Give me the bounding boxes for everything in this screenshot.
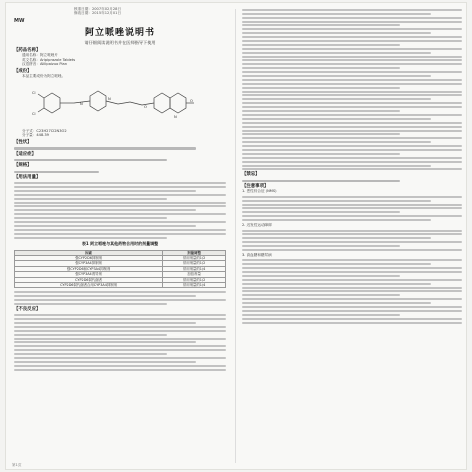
text-line xyxy=(242,36,462,38)
svg-text:Cl: Cl xyxy=(32,111,36,116)
section-cautions: 【注意事项】 xyxy=(242,184,269,190)
text-line xyxy=(14,213,226,215)
text-line xyxy=(242,118,431,120)
text-line xyxy=(242,63,462,65)
text-line xyxy=(242,44,400,46)
svg-text:N: N xyxy=(80,101,83,106)
text-line xyxy=(14,237,167,239)
text-line xyxy=(242,207,462,209)
section-name: 【药品名称】 xyxy=(14,48,41,53)
leaflet-title: 阿立哌唑说明书 xyxy=(84,28,155,38)
text-line xyxy=(14,326,226,328)
leaflet-subtitle: 请仔细阅读说明书并在医师指导下使用 xyxy=(84,40,156,45)
text-line xyxy=(14,345,226,347)
dose-table xyxy=(14,250,226,289)
text-line xyxy=(14,147,196,149)
text-line xyxy=(242,13,431,15)
text-line xyxy=(242,271,462,273)
text-line xyxy=(14,361,196,363)
text-line xyxy=(242,196,462,198)
text-line xyxy=(14,291,226,293)
svg-text:N: N xyxy=(108,96,111,101)
text-line xyxy=(14,198,167,200)
english-name: 英文名称：Aripiprazole Tablets xyxy=(22,57,76,62)
text-line xyxy=(242,322,462,324)
text-line xyxy=(242,145,462,147)
text-line xyxy=(242,318,462,320)
section-ingredients: 【成份】 xyxy=(14,68,32,74)
text-line xyxy=(14,318,226,320)
text-line xyxy=(242,17,462,19)
text-line xyxy=(242,230,462,232)
text-line xyxy=(14,209,196,211)
text-line xyxy=(242,290,462,292)
text-line xyxy=(242,87,400,89)
text-line xyxy=(242,204,462,206)
section-usage: 【用法用量】 xyxy=(14,175,41,181)
table-row: 强CYP3A4诱导剂 加倍剂量 xyxy=(15,272,226,277)
text-line xyxy=(242,153,400,155)
text-line xyxy=(242,245,400,247)
generic-name: 通用名称：阿立哌唑片 xyxy=(22,53,58,58)
text-line xyxy=(14,357,226,359)
svg-text:N: N xyxy=(174,114,177,119)
text-line xyxy=(242,9,462,11)
section-contra: 【禁忌】 xyxy=(242,172,260,178)
text-line xyxy=(14,217,167,219)
table-header: 因素 xyxy=(15,250,163,255)
text-line xyxy=(242,180,400,182)
text-line xyxy=(14,225,196,227)
text-line xyxy=(242,211,400,213)
section-indications: 【适应症】 xyxy=(14,151,36,157)
text-line xyxy=(242,126,462,128)
text-line xyxy=(242,263,431,265)
text-line xyxy=(242,67,400,69)
text-line xyxy=(242,161,462,163)
text-line xyxy=(242,102,462,104)
text-line xyxy=(242,40,462,42)
text-line xyxy=(14,314,226,316)
text-line xyxy=(14,303,167,305)
text-line xyxy=(242,306,462,308)
text-line xyxy=(14,221,226,223)
pinyin-name: 汉语拼音：Alilipaizuo Pian xyxy=(22,62,67,67)
text-line xyxy=(242,283,431,285)
formula: 分子式：C23H27Cl2N3O2 xyxy=(22,128,67,133)
text-line xyxy=(242,219,431,221)
table-row: 强CYP3A4抑制剂 常用剂量的1/2 xyxy=(15,261,226,266)
text-line xyxy=(242,314,400,316)
text-line xyxy=(14,159,167,161)
text-line xyxy=(242,237,431,239)
chemical-structure xyxy=(14,82,226,126)
text-line xyxy=(242,249,462,251)
text-line xyxy=(242,259,462,261)
text-line xyxy=(14,341,196,343)
text-line xyxy=(242,157,462,159)
page-number: 第1页 xyxy=(12,463,22,467)
text-line xyxy=(14,299,226,301)
column-divider xyxy=(235,9,236,463)
text-line xyxy=(242,137,462,139)
text-line xyxy=(14,182,226,184)
text-line xyxy=(14,365,226,367)
text-line xyxy=(242,75,431,77)
table-header: 剂量调整 xyxy=(163,250,226,255)
text-line xyxy=(242,21,462,23)
table-caption: 表1 阿立哌唑与其他药物合用时的剂量调整 xyxy=(81,240,159,246)
text-line xyxy=(14,202,226,204)
text-line xyxy=(242,133,400,135)
text-line xyxy=(242,83,462,85)
text-line xyxy=(242,287,462,289)
text-line xyxy=(242,59,462,61)
table-row: 强CYP2D6抑制剂 常用剂量的1/2 xyxy=(15,256,226,261)
text-line xyxy=(242,94,462,96)
section-appearance: 【性状】 xyxy=(14,139,32,145)
text-line xyxy=(242,275,400,277)
text-line xyxy=(242,215,462,217)
text-line xyxy=(242,122,462,124)
text-line xyxy=(14,322,196,324)
brand-mark: MW xyxy=(14,18,25,24)
text-line xyxy=(242,233,462,235)
text-line xyxy=(242,168,462,170)
text-line xyxy=(14,194,226,196)
text-line xyxy=(14,353,167,355)
left-column xyxy=(14,7,226,465)
section-adverse: 【不良反应】 xyxy=(14,307,41,313)
text-line xyxy=(14,205,226,207)
text-line xyxy=(242,200,431,202)
text-line xyxy=(14,330,226,332)
table-row: CYP2D6弱代谢者合用CYP3A4抑制剂 常用剂量的1/4 xyxy=(15,283,226,288)
warning-1: 1. 恶性综合征 (NMS) xyxy=(242,189,277,194)
text-line xyxy=(242,294,400,296)
text-line xyxy=(242,267,462,269)
text-line xyxy=(14,369,226,371)
text-line xyxy=(14,349,226,351)
warning-2: 2. 迟发性运动障碍 xyxy=(242,223,272,228)
text-line xyxy=(242,28,462,30)
ingredients-text: 本品主要成份为阿立哌唑。 xyxy=(22,74,66,79)
structure-diagram xyxy=(14,82,226,126)
text-line xyxy=(242,98,431,100)
text-line xyxy=(14,186,226,188)
table-row: CYP2D6弱代谢者 常用剂量的1/2 xyxy=(15,277,226,282)
section-spec: 【规格】 xyxy=(14,163,32,169)
text-line xyxy=(14,295,196,297)
text-line xyxy=(242,130,462,132)
molecular-weight: 分子量：448.39 xyxy=(22,133,49,138)
text-line xyxy=(242,91,462,93)
text-line xyxy=(242,79,462,81)
text-line xyxy=(242,241,462,243)
text-line xyxy=(242,310,462,312)
text-line xyxy=(242,52,431,54)
leaflet-sheet xyxy=(5,2,467,470)
svg-text:O: O xyxy=(190,98,193,103)
text-line xyxy=(242,114,462,116)
text-line xyxy=(242,149,462,151)
approval-dates: 核准日期：2007年02月28日 修改日期：2015年12月01日 xyxy=(74,7,122,16)
text-line xyxy=(14,338,226,340)
text-line xyxy=(242,279,462,281)
svg-text:Cl: Cl xyxy=(32,90,36,95)
text-line xyxy=(14,171,99,173)
text-line xyxy=(14,190,196,192)
text-line xyxy=(242,24,400,26)
text-line xyxy=(242,165,431,167)
warning-3: 3. 高血糖和糖尿病 xyxy=(242,252,272,257)
text-line xyxy=(242,71,462,73)
table-row: 强CYP2D6和CYP3A4抑制剂 常用剂量的1/4 xyxy=(15,266,226,271)
text-line xyxy=(242,298,462,300)
text-line xyxy=(242,302,431,304)
text-line xyxy=(14,229,226,231)
right-column xyxy=(242,7,462,465)
text-line xyxy=(14,233,226,235)
svg-text:O: O xyxy=(144,104,147,109)
text-line xyxy=(242,110,400,112)
text-line xyxy=(242,141,431,143)
text-line xyxy=(242,48,462,50)
text-line xyxy=(242,106,462,108)
text-line xyxy=(242,32,431,34)
text-line xyxy=(14,334,167,336)
text-line xyxy=(242,56,462,58)
